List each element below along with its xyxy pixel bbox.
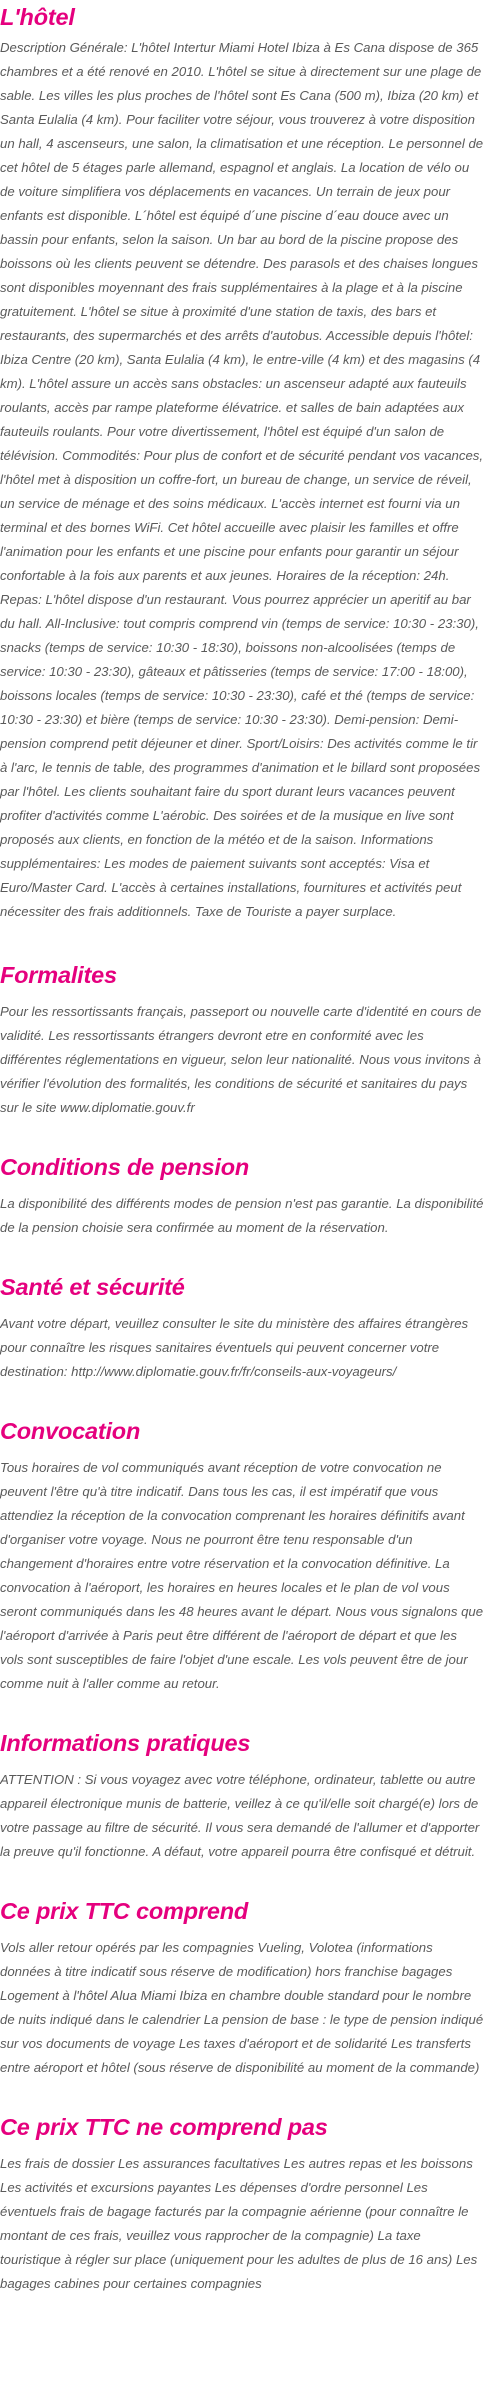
- section-title-prix-ne-comprend-pas: Ce prix TTC ne comprend pas: [0, 2114, 328, 2140]
- section-body-informations-pratiques: ATTENTION : Si vous voyagez avec votre téléphone, ordinateur, tablette ou autre appareil électronique munis de batterie, veillez à ce qu'il/elle soit chargé(e) lors de votre passage au filtre de sécurité. Il vous sera demandé de l'allumer et d'apporter la preuve qu'il fonctionne. A défaut, votre appareil pourra être confisqué et détruit.: [0, 1772, 480, 1859]
- section-convocation: [0, 1416, 484, 1696]
- section-sante-securite: [0, 1272, 484, 1384]
- section-title-formalites: Formalites: [0, 962, 117, 988]
- section-body-hotel: Description Générale: L'hôtel Intertur Miami Hotel Ibiza à Es Cana dispose de 365 chambres et a été renové en 2010. L'hôtel se situe à directement sur une plage de sable. Les villes les plus proches de l'hôtel sont Es Cana (500 m), Ibiza (20 km) et Santa Eulalia (4 km). Pour faciliter votre séjour, vous trouverez à votre disposition un hall, 4 ascenseurs, une salon, la climatisation et une réception. Le personnel de cet hôtel de 5 étages parle allemand, espagnol et anglais. La location de vélo ou de voiture simplifiera vos déplacements en vacances. Un terrain de jeux pour enfants est disponible. L´hôtel est équipé d´une piscine d´eau douce avec un bassin pour enfants, selon la saison. Un bar au bord de la piscine propose des boissons où les clients peuvent se détendre. Des parasols et des chaises longues sont disponibles moyennant des frais supplémentaires à la plage et à la piscine gratuitement. L'hôtel se situe à proximité d'une station de taxis, des bars et restaurants, des supermarchés et des arrêts d'autobus. Accessible depuis l'hôtel: Ibiza Centre (20 km), Santa Eulalia (4 km), le entre-ville (4 km) et des magasins (4 km). L'hôtel assure un accès sans obstacles: un ascenseur adapté aux fauteuils roulants, accès par rampe plateforme élévatrice. et salles de bain adaptées aux fauteuils roulants. Pour votre divertissement, l'hôtel est équipé d'un salon de télévision. Commodités: Pour plus de confort et de sécurité pendant vos vacances, l'hôtel met à disposition un coffre-fort, un bureau de change, un service de réveil, un service de ménage et des soins médicaux. L'accès internet est fourni via un terminal et des bornes WiFi. Cet hôtel accueille avec plaisir les familles et offre l'animation pour les enfants et une piscine pour enfants pour garantir un séjour confortable à la fois aux parents et aux jeunes. Horaires de la réception: 24h. Repas: L'hôtel dispose d'un restaurant. Vous pourrez apprécier un aperitif au bar du hall. All-Inclusive: tout compris comprend vin (temps de service: 10:30 - 23:30), snacks (temps de service: 10:30 - 18:30), boissons non-alcoolisées (temps de service: 10:30 - 23:30), gâteaux et pâtisseries (temps de service: 17:00 - 18:00), boissons locales (temps de service: 10:30 - 23:30), café et thé (temps de service: 10:30 - 23:30) et bière (temps de service: 10:30 - 23:30). Demi-pension: Demi-pension comprend petit déjeuner et diner. Sport/Loisirs: Des activités comme le tir à l'arc, le tennis de table, des programmes d'animation et le billard sont proposées par l'hôtel. Les clients souhaitant faire du sport durant leurs vacances peuvent profiter d'activités comme L'aérobic. Des soirées et de la musique en live sont proposés aux clients, en fonction de la météo et de la saison. Informations supplémentaires: Les modes de paiement suivants sont acceptés: Visa et Euro/Master Card. L'accès à certaines installations, fournitures et activités peut nécessiter des frais additionnels. Taxe de Touriste a payer surplace.: [0, 40, 484, 919]
- section-body-formalites: Pour les ressortissants français, passeport ou nouvelle carte d'identité en cours de validité. Les ressortissants étrangers devront etre en conformité avec les différentes réglementations en vigueur, selon leur nationalité. Nous vous invitons à vérifier l'évolution des formalités, les conditions de sécurité et sanitaires du pays sur le site www.diplomatie.gouv.fr: [0, 1004, 482, 1115]
- section-body-sante-securite: Avant votre départ, veuillez consulter le site du ministère des affaires étrangères pour connaître les risques sanitaires éventuels qui peuvent concerner votre destination: http://www.diplomatie.gouv.fr/fr/conseils-aux-voyageurs/: [0, 1316, 469, 1379]
- section-title-conditions-pension: Conditions de pension: [0, 1154, 250, 1180]
- section-body-prix-comprend: Vols aller retour opérés par les compagnies Vueling, Volotea (informations données à titre indicatif sous réserve de modification) hors franchise bagages Logement à l'hôtel Alua Miami Ibiza en chambre double standard pour le nombre de nuits indiqué dans le calendrier La pension de base : le type de pension indiqué sur vos documents de voyage Les taxes d'aéroport et de solidarité Les transferts entre aéroport et hôtel (sous réserve de disponibilité au moment de la commande): [0, 1940, 484, 2075]
- section-hotel: [0, 2, 484, 924]
- section-title-hotel: L'hôtel: [0, 4, 75, 30]
- trip-info-page: [0, 2, 492, 2296]
- section-informations-pratiques: [0, 1728, 484, 1864]
- section-title-sante-securite: Santé et sécurité: [0, 1274, 185, 1300]
- section-body-convocation: Tous horaires de vol communiqués avant réception de votre convocation ne peuvent l'être qu'à titre indicatif. Dans tous les cas, il est impératif que vous attendiez la réception de la convocation comprenant les horaires définitifs avant d'organiser votre voyage. Nous ne pourront être tenu responsable d'un changement d'horaires entre votre réservation et la convocation définitive. La convocation à l'aéroport, les horaires en heures locales et le plan de vol vous seront communiqués dans les 48 heures avant le départ. Nous vous signalons que l'aéroport d'arrivée à Paris peut être différent de l'aéroport de départ et que les vols sont susceptibles de faire l'objet d'une escale. Les vols peuvent être de jour comme nuit à l'aller comme au retour.: [0, 1460, 484, 1691]
- section-body-prix-ne-comprend-pas: Les frais de dossier Les assurances facultatives Les autres repas et les boissons Les activités et excursions payantes Les dépenses d'ordre personnel Les éventuels frais de bagage facturés par la compagnie aérienne (pour connaître le montant de ces frais, veuillez vous rapprocher de la compagnie) La taxe touristique à régler sur place (uniquement pour les adultes de plus de 16 ans) Les bagages cabines pour certaines compagnies: [0, 2156, 478, 2291]
- section-prix-comprend: [0, 1896, 484, 2080]
- section-conditions-pension: [0, 1152, 484, 1240]
- section-formalites: [0, 960, 484, 1120]
- section-title-prix-comprend: Ce prix TTC comprend: [0, 1898, 249, 1924]
- section-title-convocation: Convocation: [0, 1418, 141, 1444]
- section-title-informations-pratiques: Informations pratiques: [0, 1730, 251, 1756]
- section-body-conditions-pension: La disponibilité des différents modes de pension n'est pas garantie. La disponibilité de la pension choisie sera confirmée au moment de la réservation.: [0, 1196, 484, 1235]
- section-prix-ne-comprend-pas: [0, 2112, 484, 2296]
